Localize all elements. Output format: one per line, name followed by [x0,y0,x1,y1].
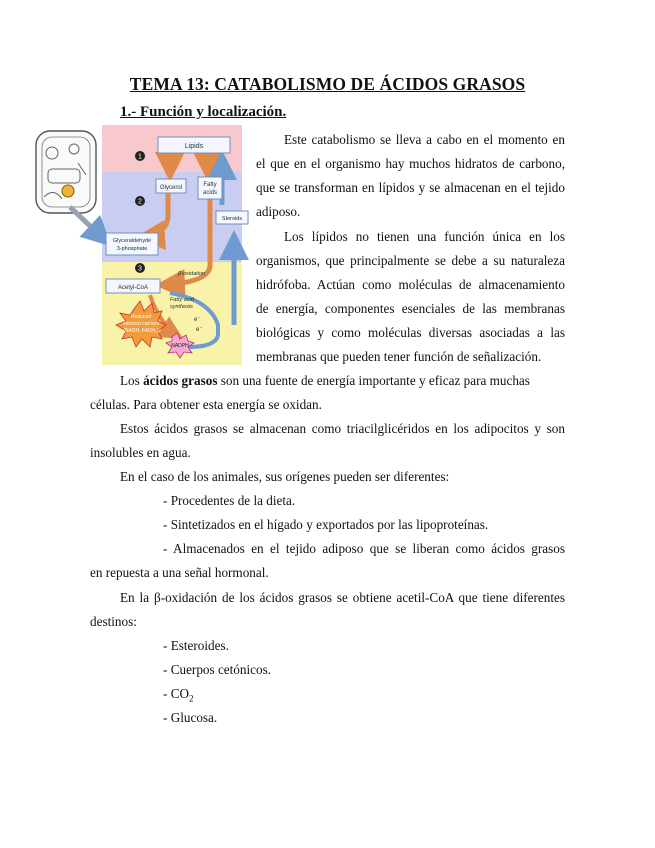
step-2-number: 2 [138,198,142,206]
gly3p-label-1: Glyceraldehyde [112,238,152,244]
origin-item-2: - Sintetizados en el hígado y exportados por las lipoproteínas. [163,517,489,532]
co2-subscript: 2 [189,693,194,704]
fa-synthesis-label-1: Fatty acid [170,297,194,303]
p1-line-3: que se transforman en lípidos y se almacenan en el tejido [256,180,565,195]
origin-item-3-cont: en repuesta a una señal hormonal. [90,565,269,580]
beta-oxidation-label: β-oxidation [178,271,205,277]
figure-svg [30,125,250,365]
lipids-label: Lipids [184,143,204,150]
p3-bold-term: ácidos grasos [143,373,218,388]
co2-text: - CO [163,686,190,701]
p2-line-4: de energía, componentes esenciales de las membranas [256,301,565,316]
p3-line-2: células. Para obtener esta energía se oxidan. [90,397,322,412]
p1-line-4: adiposo. [256,204,301,219]
reduced-label-1: Reduced [130,314,152,320]
destination-item-2: - Cuerpos cetónicos. [163,662,272,677]
p2-line-2: organismos, que principalmente se debe a su naturaleza [256,253,565,268]
reduced-label-2: electron carriers [123,321,159,327]
p6-line-2: destinos: [90,614,137,629]
p2-line-3: hidrófoba. Actúan como moléculas de almacenamiento [256,277,565,292]
electron-label-1: e⁻ [194,317,201,323]
p6-line-1: En la β-oxidación de los ácidos grasos se obtiene acetil-CoA que tiene diferentes [120,590,565,605]
glycerol-label: Glycerol [159,185,183,191]
p5-line: En el caso de los animales, sus orígenes pueden ser diferentes: [120,469,450,484]
p3-post: son una fuente de energía importante y eficaz para muchas [217,373,530,388]
p2-line-1: Los lípidos no tienen una función única en los [284,229,565,244]
destination-item-1: - Esteroides. [163,638,229,653]
p4-line-2: insolubles en agua. [90,445,191,460]
fa-synthesis-label-2: synthesis [170,304,193,310]
reduced-label-3: (NADH, FADH₂) [123,328,159,334]
origin-item-3: - Almacenados en el tejido adiposo que se liberan como ácidos grasos [163,541,565,556]
p1-line-2: el que en el organismo hay muchos hidratos de carbono, [256,156,565,171]
steroids-label: Steroids [221,216,243,222]
p3-line-1 [120,369,530,393]
destination-item-4: - Glucosa. [163,710,218,725]
origin-item-1: - Procedentes de la dieta. [163,493,296,508]
p2-line-6: membranas que pueden tener función de señalización. [256,349,542,364]
p1-line-1: Este catabolismo se lleva a cabo en el momento en [284,132,565,147]
section-heading: 1.- Función y localización. [120,104,287,120]
p4-line-1: Estos ácidos grasos se almacenan como triacilglicéridos en los adipocitos y son [120,421,565,436]
p2-line-5: biológicas y como moléculas diversas asociadas a las [256,325,565,340]
fatty-acids-label-1: Fatty [203,182,217,188]
p3-pre: Los [120,373,144,388]
gly3p-label-2: 3-phosphate [116,246,148,252]
page-title: TEMA 13: CATABOLISMO DE ÁCIDOS GRASOS [129,74,526,94]
step-3-number: 3 [138,265,142,273]
lipid-metabolism-figure [30,125,250,365]
fatty-acids-label-2: acids [202,190,218,196]
step-1-number: 1 [138,153,142,161]
cell-illustration [36,131,108,243]
acetyl-coa-label: Acetyl-CoA [117,285,149,291]
electron-label-2: e⁻ [196,327,203,333]
nadph-label: NADPH [171,343,189,349]
